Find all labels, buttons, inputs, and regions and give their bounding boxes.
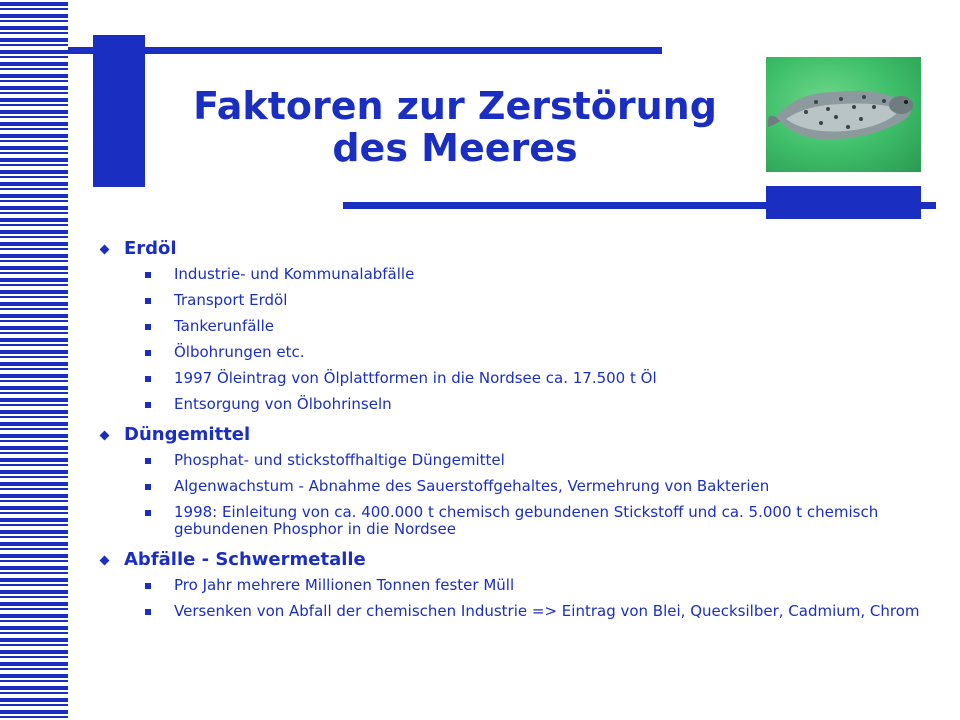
stripes-edge xyxy=(68,0,70,720)
section-heading-text: Düngemittel xyxy=(124,424,251,445)
slide-title xyxy=(150,85,760,169)
right-accent-block xyxy=(766,186,921,219)
section-heading-text: Erdöl xyxy=(124,238,177,259)
square-bullet-icon xyxy=(145,350,151,356)
list-item xyxy=(145,603,930,620)
diamond-bullet-icon xyxy=(100,244,110,254)
section-heading xyxy=(100,424,930,446)
list-item xyxy=(145,370,930,387)
section-list xyxy=(100,577,930,620)
square-bullet-icon xyxy=(145,402,151,408)
title-line-2: des Meeres xyxy=(332,126,578,170)
square-bullet-icon xyxy=(145,458,151,464)
square-bullet-icon xyxy=(145,484,151,490)
list-item-text: Algenwachstum - Abnahme des Sauerstoffgehaltes, Vermehrung von Bakterien xyxy=(174,477,770,495)
list-item-text: Ölbohrungen etc. xyxy=(174,343,305,361)
list-item-text: 1997 Öleintrag von Ölplattformen in die Nordsee ca. 17.500 t Öl xyxy=(174,369,657,387)
top-rule xyxy=(68,47,662,54)
bullet-content xyxy=(100,238,930,631)
decorative-stripes xyxy=(0,0,68,720)
square-bullet-icon xyxy=(145,376,151,382)
list-item xyxy=(145,452,930,469)
list-item-text: Entsorgung von Ölbohrinseln xyxy=(174,395,392,413)
section-duengemittel xyxy=(100,424,930,538)
seal-illustration-icon xyxy=(766,57,921,172)
section-list xyxy=(100,266,930,413)
list-item-text: Industrie- und Kommunalabfälle xyxy=(174,265,415,283)
list-item xyxy=(145,266,930,283)
square-bullet-icon xyxy=(145,609,151,615)
diamond-bullet-icon xyxy=(100,430,110,440)
list-item-text: Transport Erdöl xyxy=(174,291,288,309)
diamond-bullet-icon xyxy=(100,555,110,565)
square-bullet-icon xyxy=(145,298,151,304)
list-item-text: Versenken von Abfall der chemischen Industrie => Eintrag von Blei, Quecksilber, Cadmium, Chrom xyxy=(174,602,920,620)
square-bullet-icon xyxy=(145,583,151,589)
list-item xyxy=(145,577,930,594)
section-heading-text: Abfälle - Schwermetalle xyxy=(124,549,366,570)
seal-photo xyxy=(766,57,921,172)
square-bullet-icon xyxy=(145,324,151,330)
list-item-text: Phosphat- und stickstoffhaltige Düngemittel xyxy=(174,451,505,469)
list-item xyxy=(145,396,930,413)
list-item-text: Tankerunfälle xyxy=(174,317,274,335)
title-accent-block xyxy=(93,35,145,187)
list-item-text: 1998: Einleitung von ca. 400.000 t chemisch gebundenen Stickstoff und ca. 5.000 t chemisch gebundenen Phosphor in die Nordsee xyxy=(174,503,879,538)
list-item-text: Pro Jahr mehrere Millionen Tonnen fester Müll xyxy=(174,576,515,594)
title-line-1: Faktoren zur Zerstörung xyxy=(193,84,717,128)
section-abfaelle xyxy=(100,549,930,620)
list-item xyxy=(145,292,930,309)
section-heading xyxy=(100,549,930,571)
section-heading xyxy=(100,238,930,260)
list-item xyxy=(145,504,930,538)
square-bullet-icon xyxy=(145,510,151,516)
section-erdoel xyxy=(100,238,930,413)
list-item xyxy=(145,344,930,361)
square-bullet-icon xyxy=(145,272,151,278)
section-list xyxy=(100,452,930,538)
list-item xyxy=(145,318,930,335)
list-item xyxy=(145,478,930,495)
